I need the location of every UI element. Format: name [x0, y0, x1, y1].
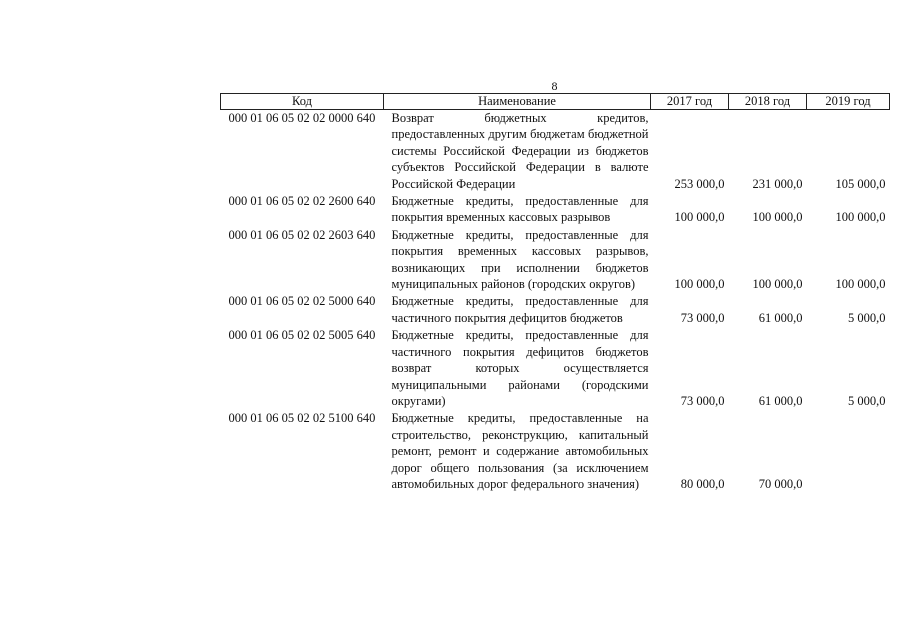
row-name: Бюджетные кредиты, предоставленные на строительство, реконструкцию, капитальный ремонт, ремонт и содержание автомобильных дорог общего пользования (за исключением автомобильных дорог федерального значения): [391, 411, 649, 491]
row-name: Бюджетные кредиты, предоставленные для частичного покрытия дефицитов бюджетов возврат которых осуществляется муниципальными районами (городскими округами): [391, 328, 649, 408]
row-value-2018: 61 000,0: [758, 310, 803, 325]
row-value-2017: 253 000,0: [674, 176, 725, 191]
row-name: Бюджетные кредиты, предоставленные для частичного покрытия дефицитов бюджетов: [391, 294, 649, 325]
header-row: [221, 94, 890, 110]
row-name: Возврат бюджетных кредитов, предоставленных другим бюджетам бюджетной системы Российской Федерации из бюджетов субъектов Российской Федерации в валюте Российской Федерации: [391, 111, 649, 191]
table-body: [221, 110, 890, 494]
page-number: 8: [551, 79, 558, 93]
row-value-2018: 100 000,0: [752, 210, 803, 225]
row-name: Бюджетные кредиты, предоставленные для покрытия временных кассовых разрывов: [391, 194, 649, 225]
header-year-2019: 2019 год: [807, 94, 890, 110]
header-year-2018: 2018 год: [729, 94, 807, 110]
row-code: 000 01 06 05 02 02 2600 640: [228, 194, 376, 209]
row-code: 000 01 06 05 02 02 5100 640: [228, 411, 376, 426]
row-value-2017: 73 000,0: [680, 393, 725, 408]
header-code: Код: [221, 94, 384, 110]
row-value-2017: 100 000,0: [674, 210, 725, 225]
row-value-2019: 100 000,0: [835, 277, 886, 292]
row-value-2017: 100 000,0: [674, 277, 725, 292]
row-value-2018: 70 000,0: [758, 476, 803, 491]
row-code: 000 01 06 05 02 02 0000 640: [228, 111, 376, 125]
row-value-2019: 5 000,0: [848, 393, 886, 408]
table-row: [221, 410, 890, 493]
row-value-2019: [807, 410, 890, 493]
table-row: [221, 327, 890, 410]
row-value-2017: 80 000,0: [680, 476, 725, 491]
table-header: [221, 94, 890, 110]
row-code: 000 01 06 05 02 02 5000 640: [228, 294, 376, 309]
table-row: [221, 227, 890, 294]
row-code: 000 01 06 05 02 02 2603 640: [228, 227, 376, 242]
row-value-2017: 73 000,0: [680, 310, 725, 325]
row-value-2018: 61 000,0: [758, 393, 803, 408]
row-name: Бюджетные кредиты, предоставленные для покрытия временных кассовых разрывов, возникающих при исполнении бюджетов муниципальных районов (городских округов): [391, 227, 649, 292]
row-value-2019: 5 000,0: [848, 310, 886, 325]
budget-table: [220, 93, 890, 493]
row-value-2018: 100 000,0: [752, 277, 803, 292]
header-name: Наименование: [384, 94, 651, 110]
row-value-2019: 100 000,0: [835, 210, 886, 225]
row-code: 000 01 06 05 02 02 5005 640: [228, 328, 376, 343]
table-row: [221, 110, 890, 194]
row-value-2019: 105 000,0: [835, 176, 886, 191]
table-row: [221, 193, 890, 227]
header-year-2017: 2017 год: [651, 94, 729, 110]
row-value-2018: 231 000,0: [752, 176, 803, 191]
table-row: [221, 293, 890, 327]
